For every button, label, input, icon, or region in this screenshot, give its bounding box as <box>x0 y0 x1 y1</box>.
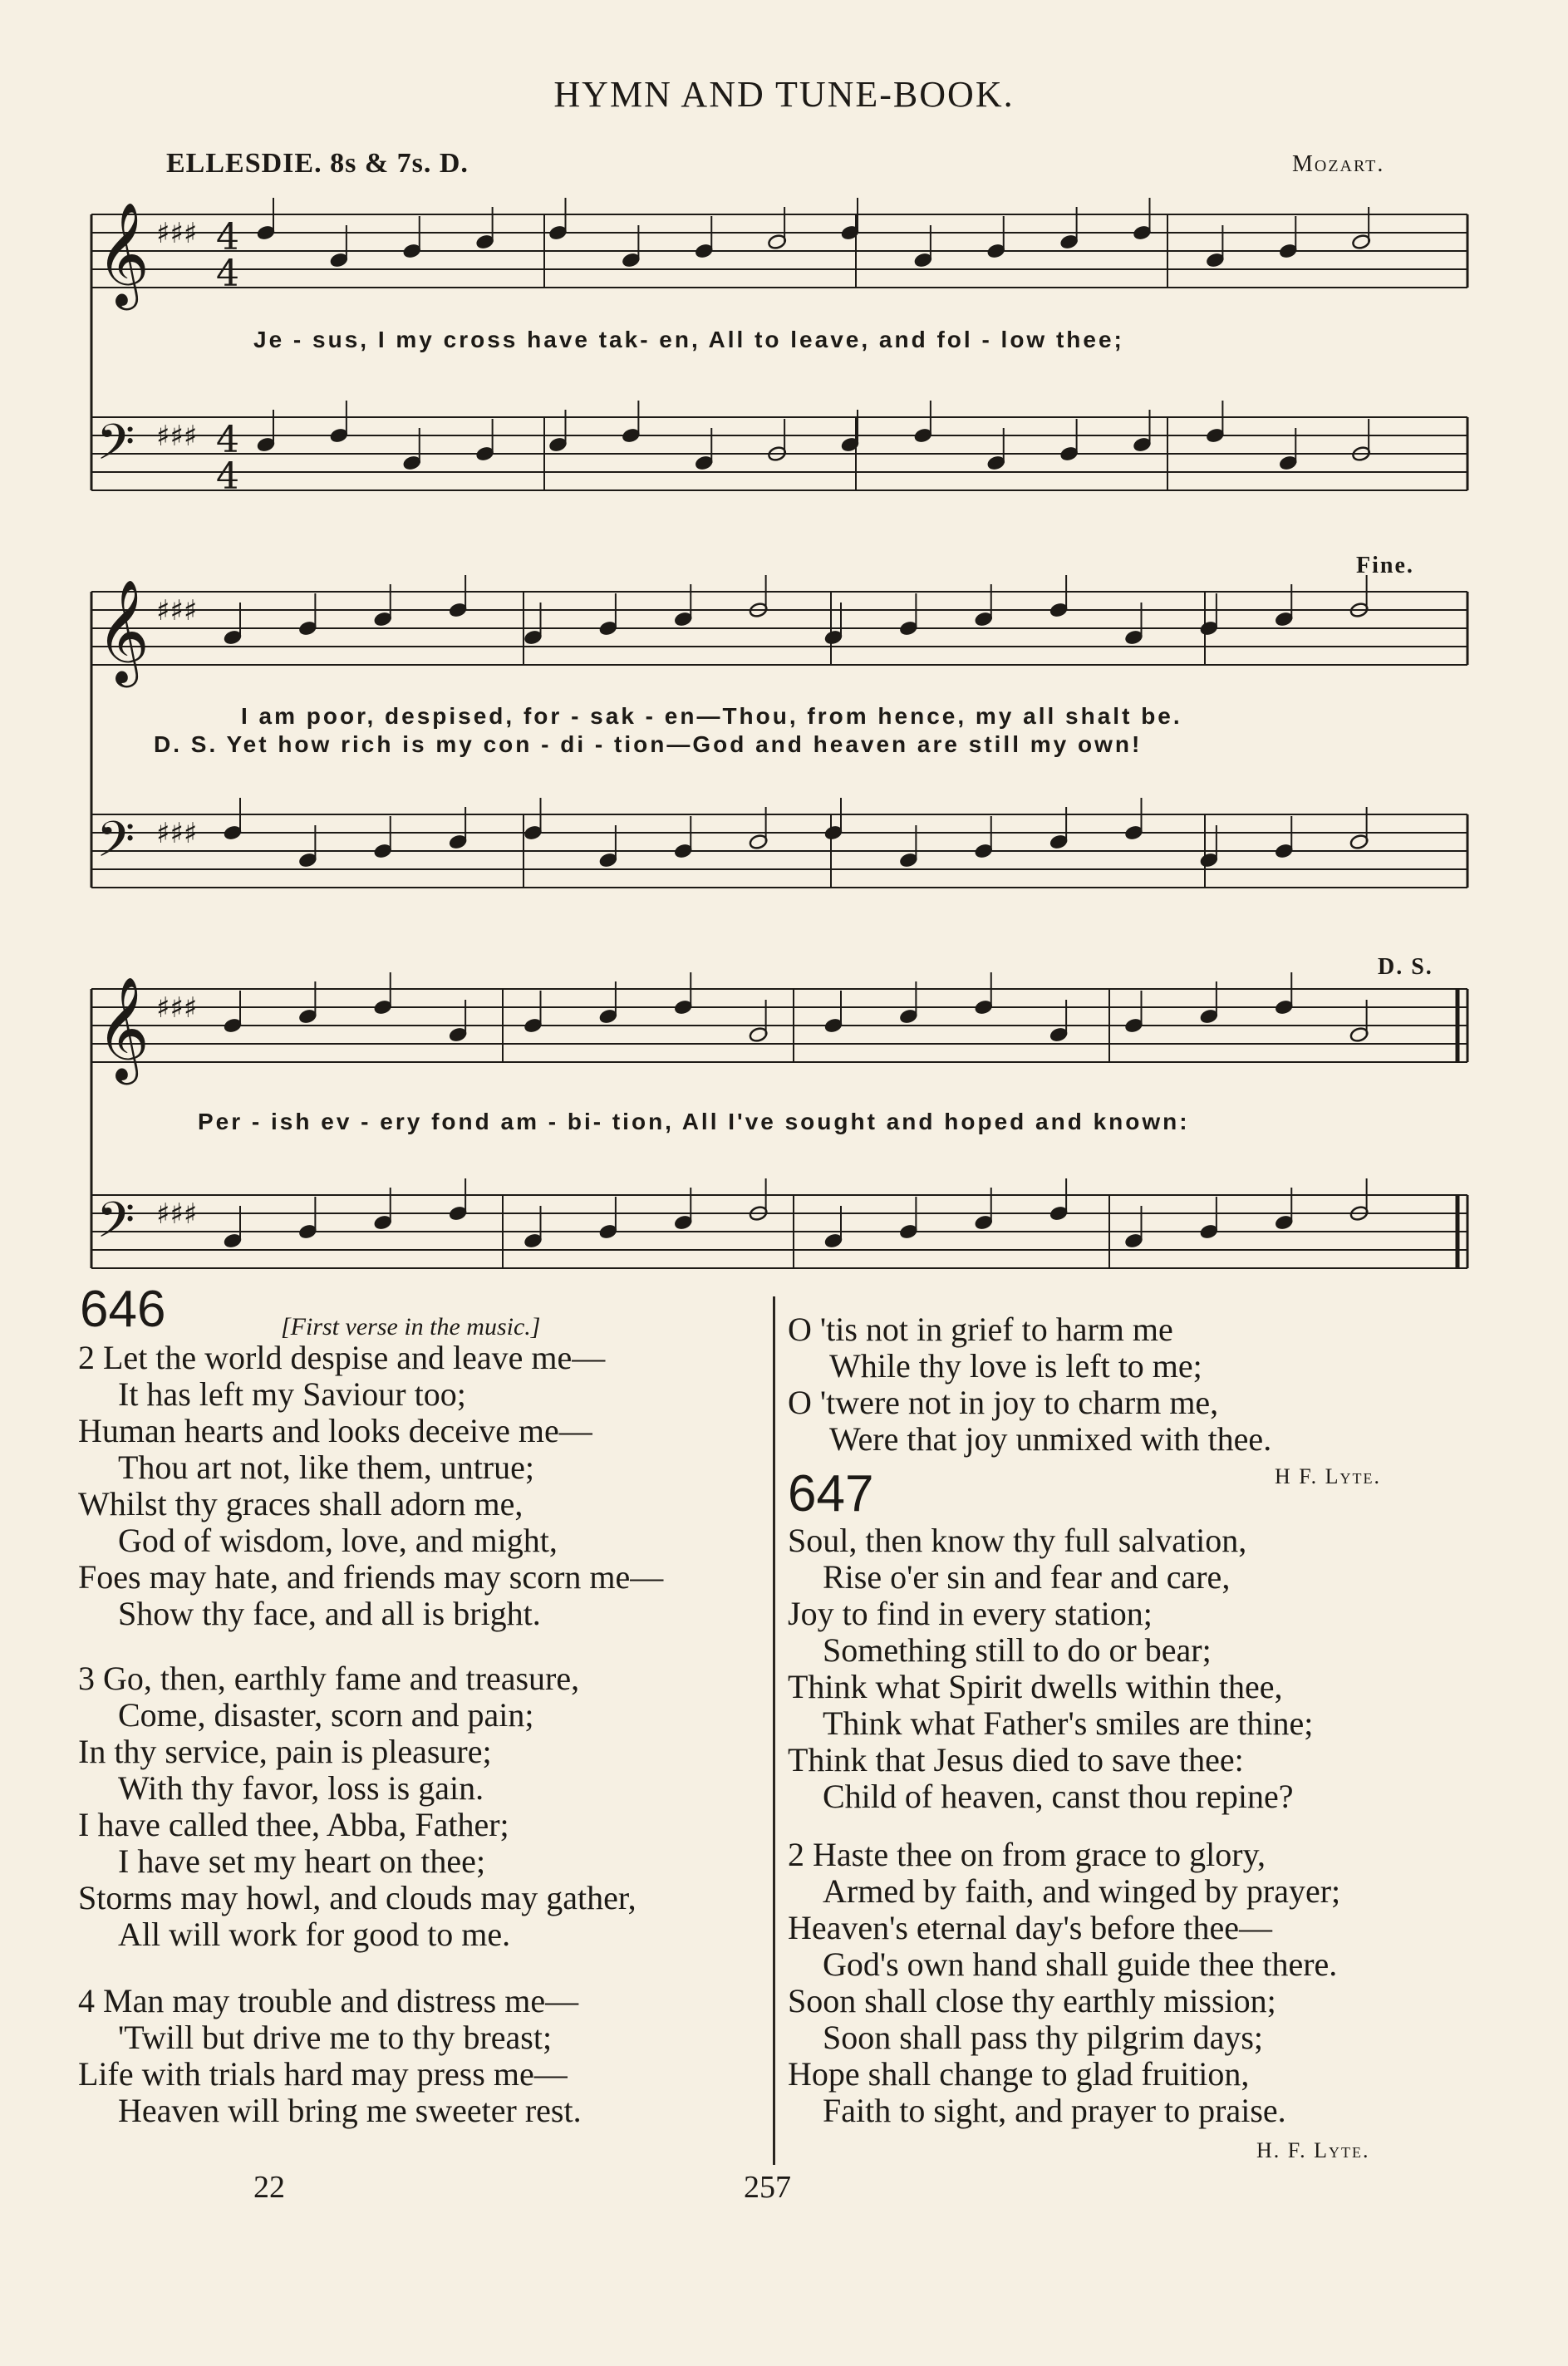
verse-line: Rise o'er sin and fear and care, <box>823 1558 1231 1596</box>
verse-line: Were that joy unmixed with thee. <box>829 1420 1272 1458</box>
verse-line: Storms may howl, and clouds may gather, <box>78 1879 637 1916</box>
verse-line: O 'tis not in grief to harm me <box>788 1311 1173 1348</box>
verse-line: Whilst thy graces shall adorn me, <box>78 1485 523 1522</box>
verse-line: While thy love is left to me; <box>829 1347 1202 1385</box>
tune-composer: Mozart. <box>1292 151 1385 177</box>
verse-line: 'Twill but drive me to thy breast; <box>118 2019 553 2056</box>
system2-lyrics-2: D. S. Yet how rich is my con - di - tion—God and heaven are still my own! <box>154 731 1143 757</box>
verse-line: I have set my heart on thee; <box>118 1842 486 1880</box>
music-glyph: ♯♯♯ <box>156 594 198 627</box>
verse-line: In thy service, pain is pleasure; <box>78 1733 492 1770</box>
verse-line: God's own hand shall guide thee there. <box>823 1945 1338 1983</box>
verse-line: Joy to find in every station; <box>788 1595 1153 1632</box>
verse-line: Heaven will bring me sweeter rest. <box>118 2092 582 2129</box>
verse-line: Thou art not, like them, untrue; <box>118 1449 534 1486</box>
music-glyph: ♯♯♯ <box>156 1198 198 1231</box>
music-glyph: 4 <box>216 216 239 258</box>
verse-line: Life with trials hard may press me— <box>78 2055 568 2093</box>
verse-line: It has left my Saviour too; <box>118 1375 466 1413</box>
verse-line: Think what Spirit dwells within thee, <box>788 1668 1283 1705</box>
music-glyph: 4 <box>216 253 239 295</box>
verse-line: Soon shall close thy earthly mission; <box>788 1982 1276 2019</box>
music-glyph: 4 <box>216 455 239 498</box>
music-glyph: 𝄢 <box>96 1191 135 1261</box>
verse-line: I have called thee, Abba, Father; <box>78 1806 509 1843</box>
column-divider <box>773 1296 775 2165</box>
hymn-647-number: 647 <box>788 1465 874 1522</box>
verse-line: Come, disaster, scorn and pain; <box>118 1696 534 1734</box>
verse-line: Heaven's eternal day's before thee— <box>788 1909 1273 1946</box>
music-glyph: 𝄞 <box>96 579 150 683</box>
music-glyph: 𝄢 <box>96 810 135 880</box>
tune-name: ELLESDIE. 8s & 7s. D. <box>166 148 469 179</box>
verse-line: Something still to do or bear; <box>823 1631 1212 1669</box>
verse-line: 3 Go, then, earthly fame and treasure, <box>78 1660 580 1697</box>
verse-line: O 'twere not in joy to charm me, <box>788 1384 1219 1421</box>
verse-line: Show thy face, and all is bright. <box>118 1595 541 1632</box>
system3-lyrics: Per - ish ev - ery fond am - bi- tion, All I've sought and hoped and known: <box>198 1109 1190 1134</box>
hymn-647-author: H. F. Lyte. <box>1256 2138 1370 2162</box>
music-glyph: 𝄢 <box>96 413 135 483</box>
music-glyph: ♯♯♯ <box>156 991 198 1025</box>
page-number-center: 257 <box>744 2170 791 2205</box>
ds-mark: D. S. <box>1378 954 1433 980</box>
page-title: HYMN AND TUNE-BOOK. <box>553 74 1015 115</box>
verse-line: God of wisdom, love, and might, <box>118 1522 558 1559</box>
music-glyph: 𝄞 <box>96 976 150 1080</box>
verse-line: With thy favor, loss is gain. <box>118 1769 484 1807</box>
music-glyph: ♯♯♯ <box>156 420 198 453</box>
page-number-left: 22 <box>253 2170 285 2205</box>
hymn-646-number: 646 <box>80 1281 166 1338</box>
verse-line: Hope shall change to glad fruition, <box>788 2055 1250 2093</box>
verse-line: Child of heaven, canst thou repine? <box>823 1778 1294 1815</box>
music-glyph: 4 <box>216 419 239 461</box>
verse-line: Foes may hate, and friends may scorn me— <box>78 1558 664 1596</box>
verse-line: Armed by faith, and winged by prayer; <box>823 1872 1341 1910</box>
verse-line: All will work for good to me. <box>118 1916 511 1953</box>
hymn-646-author: H F. Lyte. <box>1275 1464 1382 1488</box>
verse-line: Soon shall pass thy pilgrim days; <box>823 2019 1263 2056</box>
verse-line: Soul, then know thy full salvation, <box>788 1522 1247 1559</box>
verse-line: Human hearts and looks deceive me— <box>78 1412 592 1449</box>
music-glyph: ♯♯♯ <box>156 817 198 850</box>
verse-line: Think that Jesus died to save thee: <box>788 1741 1244 1778</box>
fine-mark: Fine. <box>1356 553 1414 578</box>
verse-line: Faith to sight, and prayer to praise. <box>823 2092 1286 2129</box>
verse-line: 2 Haste thee on from grace to glory, <box>788 1836 1266 1873</box>
hymn-646-note: [First verse in the music.] <box>281 1313 541 1340</box>
system2-lyrics-1: I am poor, despised, for - sak - en—Thou, from hence, my all shalt be. <box>241 703 1182 729</box>
system1-lyrics: Je - sus, I my cross have tak- en, All to leave, and fol - low thee; <box>253 327 1124 352</box>
verse-line: 4 Man may trouble and distress me— <box>78 1982 579 2019</box>
music-glyph: ♯♯♯ <box>156 217 198 250</box>
verse-line: Think what Father's smiles are thine; <box>823 1704 1314 1742</box>
verse-line: 2 Let the world despise and leave me— <box>78 1339 606 1376</box>
music-glyph: 𝄞 <box>96 202 150 306</box>
